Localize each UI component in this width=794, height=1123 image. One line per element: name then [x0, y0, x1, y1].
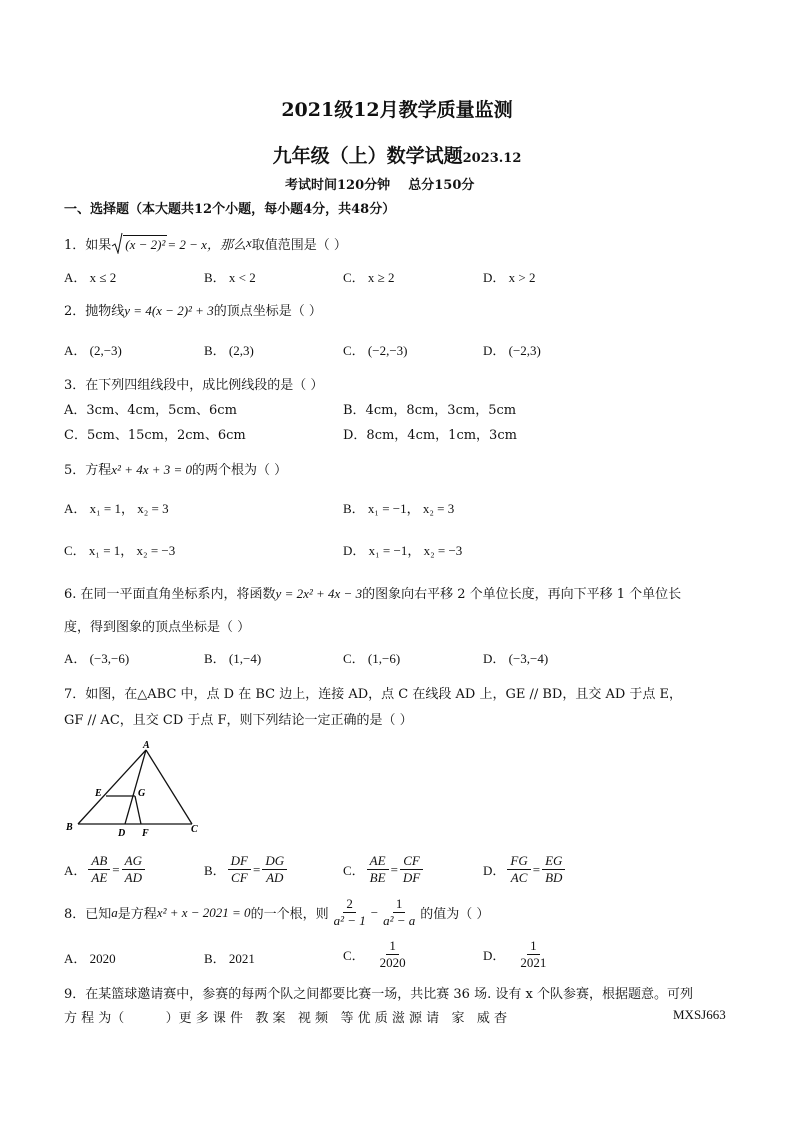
- label-d: D: [118, 828, 126, 839]
- q1-var: x: [245, 235, 252, 250]
- q7-a-n1: AB: [88, 853, 110, 870]
- q7-b-d2: AD: [266, 870, 284, 885]
- exam-subtitle-line: [0, 141, 794, 168]
- q8-c-den: 2020: [379, 955, 406, 970]
- question-3-stem: 3．在下列四组线段中，成比例线段的是（ ）: [64, 378, 324, 393]
- q8-b-letter: B．: [204, 951, 226, 966]
- q3-option-b[interactable]: B．4cm，8cm，3cm，5cm: [343, 403, 517, 418]
- q8-option-d[interactable]: [483, 938, 551, 971]
- segment-ac: [146, 750, 192, 824]
- q7-a-frac-2: [122, 853, 145, 886]
- q8-b-text: 2021: [228, 951, 255, 966]
- q8-option-c[interactable]: [343, 938, 411, 971]
- q7-a-d2: AD: [124, 870, 142, 885]
- q7-c-n2: CF: [400, 853, 423, 870]
- exam-subtitle: 九年级（上）数学试题: [272, 145, 463, 167]
- q5-option-a[interactable]: A． x₁ = 1， x₂ = 3: [64, 501, 169, 516]
- q8-option-a[interactable]: [64, 948, 116, 967]
- watermark-code: MXSJ663: [673, 1007, 726, 1022]
- question-8-stem: [64, 896, 489, 929]
- q7-option-a[interactable]: A． $\frac{AB}{AE}$ = $\frac{AG}{AD}$: [64, 853, 147, 886]
- q8-d-num: 1: [527, 938, 540, 955]
- q8-frac1-den: a² − 1: [333, 913, 366, 928]
- label-f: F: [142, 828, 149, 839]
- q1-radical: [111, 232, 167, 254]
- q5-prefix: 5．方程: [64, 463, 112, 478]
- q7-a-letter: A．: [64, 863, 87, 878]
- q1-prefix: 1．如果: [64, 237, 112, 253]
- q7-option-d[interactable]: D． $\frac{FG}{AC}$ = $\frac{EG}{BD}$: [483, 853, 567, 886]
- q8-frac-2: [380, 896, 418, 929]
- question-9-line-2: 方 程 为（ ）更 多 课 件 教 案 视 频 等 优 质 滋 源 请 家 威 杳: [64, 1011, 508, 1026]
- q1-radicand: (x − 2)²: [125, 237, 166, 252]
- q6-suffix: 的图象向右平移 2 个单位长度，再向下平移 1 个单位长: [362, 587, 682, 602]
- label-e: E: [95, 788, 102, 799]
- q1-mid: = 2 − x，那么: [167, 236, 246, 252]
- q5-option-b[interactable]: B． x₁ = −1， x₂ = 3: [343, 501, 455, 516]
- question-5-stem: [64, 459, 287, 478]
- sqrt-sign-icon: [111, 232, 123, 254]
- q8-a-letter: A．: [64, 951, 87, 966]
- label-a: A: [143, 740, 150, 751]
- triangle-lines: [78, 750, 192, 824]
- q7-b-n1: DF: [228, 853, 251, 870]
- question-6-line-1: [64, 583, 681, 602]
- q8-frac1-num: 2: [343, 896, 356, 913]
- q7-c-n1: AE: [367, 853, 389, 870]
- q8-c-letter: C．: [343, 948, 365, 963]
- q8-suffix: 的值为（ ）: [420, 907, 490, 922]
- q6-option-b[interactable]: B． (1,−4): [204, 651, 262, 666]
- q5-option-c[interactable]: C． x₁ = 1， x₂ = −3: [64, 543, 176, 558]
- q8-mid: 是方程: [117, 907, 157, 922]
- q3-option-a[interactable]: A．3cm、4cm，5cm、6cm: [64, 403, 237, 418]
- section-heading: 一、选择题（本大题共12个小题，每小题4分，共48分）: [64, 202, 396, 217]
- q7-d-letter: D．: [483, 863, 506, 878]
- label-b: B: [66, 822, 73, 833]
- question-2-stem: [64, 300, 322, 319]
- q6-option-c[interactable]: C． (1,−6): [343, 651, 401, 666]
- q1-option-b[interactable]: B． x < 2: [204, 270, 256, 285]
- q7-d-d1: AC: [510, 870, 528, 885]
- q7-b-frac-2: [262, 853, 287, 886]
- q5-suffix: 的两个根为（ ）: [192, 463, 288, 478]
- q6-option-d[interactable]: D． (−3,−4): [483, 651, 549, 666]
- q7-c-frac-1: [367, 853, 389, 886]
- q5-option-d[interactable]: D． x₁ = −1， x₂ = −3: [343, 543, 463, 558]
- q8-c-frac: [377, 938, 409, 971]
- q2-formula: y = 4(x − 2)² + 3: [124, 303, 214, 318]
- q2-option-d[interactable]: D． (−2,3): [483, 343, 541, 358]
- q7-c-letter: C．: [343, 863, 365, 878]
- q8-a-text: 2020: [89, 951, 116, 966]
- q1-suffix: 取值范围是（ ）: [251, 237, 347, 253]
- q2-option-c[interactable]: C． (−2,−3): [343, 343, 408, 358]
- q8-d-den: 2021: [520, 955, 547, 970]
- q7-c-d2: DF: [402, 870, 421, 885]
- q7-b-letter: B．: [204, 863, 226, 878]
- q7-d-n1: FG: [507, 853, 530, 870]
- q7-a-d1: AE: [91, 870, 108, 885]
- q8-d-frac: [517, 938, 549, 971]
- q8-prefix: 8．已知: [64, 907, 112, 922]
- question-1-stem: [64, 232, 347, 254]
- q2-prefix: 2．抛物线: [64, 304, 125, 319]
- question-6-line-2: 度，得到图象的顶点坐标是（ ）: [64, 620, 251, 635]
- exam-info: 考试时间120分钟 总分150分: [285, 178, 475, 193]
- q8-frac-1: [331, 896, 369, 929]
- q2-suffix: 的顶点坐标是（ ）: [213, 304, 322, 319]
- q7-c-d1: BE: [369, 870, 386, 885]
- q6-prefix: 6. 在同一平面直角坐标系内，将函数: [64, 587, 276, 602]
- q7-a-frac-1: [88, 853, 110, 886]
- q8-frac2-den: a² − a: [383, 913, 416, 928]
- q1-option-a[interactable]: A． x ≤ 2: [64, 270, 117, 285]
- q8-frac2-num: 1: [393, 896, 406, 913]
- question-7-line-2: GF // AC，且交 CD 于点 F，则下列结论一定正确的是（ ）: [64, 713, 413, 728]
- q8-option-b[interactable]: [204, 948, 255, 967]
- label-g: G: [138, 788, 146, 799]
- q8-mid2: 的一个根，则: [250, 907, 329, 922]
- q7-b-d1: CF: [231, 870, 248, 885]
- q7-d-frac-1: [507, 853, 530, 886]
- q2-option-b[interactable]: B． (2,3): [204, 343, 254, 358]
- q6-formula: y = 2x² + 4x − 3: [275, 586, 363, 601]
- q1-option-c[interactable]: C． x ≥ 2: [343, 270, 395, 285]
- q3-option-d[interactable]: D．8cm，4cm，1cm，3cm: [343, 428, 517, 443]
- triangle-figure: [60, 738, 210, 840]
- q2-option-a[interactable]: A． (2,−3): [64, 343, 122, 358]
- q5-formula: x² + 4x + 3 = 0: [111, 462, 193, 477]
- q1-option-d[interactable]: D． x > 2: [483, 270, 536, 285]
- q3-option-c[interactable]: C．5cm、15cm，2cm、6cm: [64, 428, 246, 443]
- q7-d-d2: BD: [545, 870, 563, 885]
- q7-b-n2: DG: [262, 853, 287, 870]
- exam-date: 2023.12: [462, 151, 522, 166]
- q7-b-frac-1: [228, 853, 251, 886]
- segment-gf: [135, 796, 141, 824]
- q8-minus: −: [370, 904, 379, 920]
- q7-d-frac-2: [542, 853, 565, 886]
- q8-var: a: [111, 904, 118, 920]
- q7-c-frac-2: [400, 853, 423, 886]
- q7-option-c[interactable]: C． $\frac{AE}{BE}$ = $\frac{CF}{DF}$: [343, 853, 425, 886]
- label-c: C: [191, 824, 198, 835]
- q8-formula: x² + x − 2021 = 0: [156, 904, 251, 920]
- q7-option-b[interactable]: B． $\frac{DF}{CF}$ = $\frac{DG}{AD}$: [204, 853, 289, 886]
- question-9-line-1: 9．在某篮球邀请赛中，参赛的每两个队之间都要比赛一场，共比赛 36 场. 设有 x 个队参赛，根据题意。可列: [64, 987, 693, 1002]
- q7-a-n2: AG: [122, 853, 145, 870]
- exam-title: 2021级12月教学质量监测: [281, 99, 513, 121]
- q7-d-n2: EG: [542, 853, 565, 870]
- q8-d-letter: D．: [483, 948, 506, 963]
- q8-c-num: 1: [386, 938, 399, 955]
- question-7-line-1: 7．如图，在△ABC 中，点 D 在 BC 边上，连接 AD，点 C 在线段 AD 上，GE // BD，且交 AD 于点 E，: [64, 687, 683, 702]
- q6-option-a[interactable]: A． (−3,−6): [64, 651, 130, 666]
